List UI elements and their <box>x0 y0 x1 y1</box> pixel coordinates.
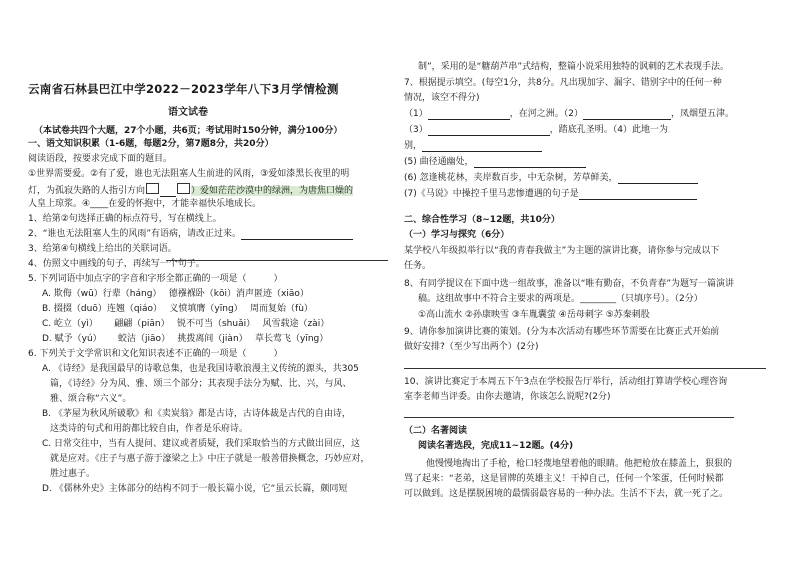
exam-intro: （本试卷共四个大题，27个小题，共6页；考试用时150分钟，满分100分） <box>34 126 343 136</box>
classic-reading-heading: （二）名著阅读 <box>404 426 468 436</box>
passage-line-1: ①世界需要爱。②有了爱，谁也无法阻塞人生前进的风雨，③爱如漆黑长夜里的明 <box>28 169 350 179</box>
question-5-option-b: B. 掇掇（duō）连翘（qiáo） 义愤填膺（yīng） 周而复始（fù） <box>42 304 313 314</box>
question-6-option-a-line-2: 篇，《诗经》分为风、雅、颂三个部分；其表现手法分为赋、比、兴，与风、 <box>50 379 352 389</box>
passage-line-2: 灯，为孤寂失路的人指引方向 ）爱如茫茫沙漠中的绿洲，为唐焦口燥的 <box>28 183 353 197</box>
option-d-continuation: 制”，采用的是“糖葫芦串”式结构，整篇小说采用独特的讽刺的艺术表现手法。 <box>418 62 729 72</box>
study-explore-heading: （一）学习与探究（6分） <box>404 230 510 240</box>
left-column <box>28 0 390 561</box>
section-1-heading: 一、语文知识积累（1-6题，每题2分，第7题8分，共20分） <box>28 139 274 149</box>
fill-blank-7: (7)《马说》中操控千里马悲惨遭遇的句子是 <box>404 188 697 200</box>
question-6-option-c: C. 日常交往中，当有人提问、建议或者质疑，我们采取恰当的方式做出回应，这 <box>42 439 361 449</box>
question-4: 4、仿照文中画线的句子，再续写一个句子。 <box>28 259 205 269</box>
section-2-heading: 二、综合性学习（8~12题，共10分） <box>404 215 560 225</box>
fill-blank-4-continuation: 别， <box>404 140 542 152</box>
speech-contest-intro: 某学校八年级拟举行以“我的青春我做主”为主题的演讲比赛，请你参与完成以下 <box>404 246 720 256</box>
question-5-option-d: D. 赋予（yú） 蛟洁（jiāo） 挑拨离间（jiàn） 草长莺飞（yīng） <box>42 334 329 344</box>
question-1: 1、给第②句选择正确的标点符号，写在横线上。 <box>28 214 222 224</box>
question-9-line-2: 做好安排?（至少写出两个）(2分) <box>404 342 539 352</box>
fill-blank-1-2: （1） ，在河之洲。（2） ，凤烟望五津。 <box>404 109 734 119</box>
fill-blank-6: (6) 忽逢桃花林，夹岸数百步，中无杂树，芳草鲜美， <box>404 172 698 184</box>
question-6: 6. 下列关于文学常识和文化知识表述不正确的一项是（ ） <box>28 349 283 359</box>
reading-lead: 阅读语段，按要求完成下面的题目。 <box>28 154 173 164</box>
question-5: 5. 下列词语中加点字的字音和字形全都正确的一项是（ ） <box>28 274 283 284</box>
question-7-note: 情况，该空不得分) <box>404 93 480 103</box>
right-column <box>404 0 768 561</box>
question-7: 7、根据提示填空。(每空1分，共8分。凡出现加字、漏字、错别字中的任何一种 <box>404 78 722 88</box>
excerpt-line-1: 他慢慢地掏出了手枪，枪口轻蔑地望着他的眼睛。他把枪放在膝盖上，狠狠的 <box>426 459 733 469</box>
question-9: 9、请你参加演讲比赛的策划。(分为本次活动有哪些环节需要在比赛正式开始前 <box>404 327 720 337</box>
question-6-option-d: D. 《儒林外史》主体部分的结构不同于一般长篇小说，它“虽云长篇，颇同短 <box>42 484 348 494</box>
question-8: 8、有同学提议在下面中选一组故事，准备以“唯有勤奋，不负青春”为题写一篇演讲 <box>404 279 735 289</box>
question-6-option-c-line-2: 就是应对。《庄子与惠子游于濠梁之上》中庄子就是一般善借换概念，巧妙应对， <box>50 454 370 464</box>
excerpt-line-2: 骂了起来：“老弟，这是冒牌的英雄主义！干掉自己，任何一个笨蛋，任何时候都 <box>404 474 724 484</box>
exam-subtitle: 语文试卷 <box>168 107 208 118</box>
speech-contest-intro-line-2: 任务。 <box>404 261 432 271</box>
question-6-option-b-line-2: 这类诗的句式和用韵都比较自由，作者是乐府诗。 <box>50 424 249 434</box>
question-8-line-2: 稿。这组故事中不符合主要求的两项是。________（只填序号）。（2分） <box>418 294 703 304</box>
fill-blank-3-4: （3） ，踏底孔圣明。（4）此地一为 <box>404 125 668 135</box>
question-3: 3、给第④句横线上给出的关联词语。 <box>28 244 177 254</box>
excerpt-line-3: 可以做到。这是摆脱困境的最懦弱最容易的一种办法。生活不下去，就一死了之。 <box>404 489 729 499</box>
question-8-options: ①高山流水 ②孙康映雪 ③车胤囊萤 ④岳母刺字 ⑤苏秦刺股 <box>418 310 650 320</box>
classic-reading-instruction: 阅读名著选段，完成11~12题。(4分) <box>418 441 574 451</box>
question-5-option-c: C. 屹立（yì） 翩翩（piān） 锐不可当（shuǎi） 风雪载途（zài） <box>42 319 330 329</box>
question-6-option-a-line-3: 雅、颂合称“六义”。 <box>50 394 132 404</box>
fill-blank-5: (5) 曲径通幽处， <box>404 156 586 168</box>
question-6-option-c-line-3: 胜过惠子。 <box>50 469 96 479</box>
question-6-option-a: A. 《诗经》是我国最早的诗歌总集，也是我国诗歌浪漫主义传统的源头，共305 <box>42 364 359 374</box>
question-2: 2、“谁也无法阻塞人生的风雨”有语病，请改正过来。 <box>28 228 353 240</box>
answer-line <box>404 368 766 369</box>
answer-line <box>404 417 734 418</box>
question-10-line-2: 室李老师当评委。由你去邀请，你该怎么说呢?(2分) <box>404 392 611 402</box>
exam-title: 云南省石林县巴江中学2022－2023学年八下3月学情检测 <box>28 82 339 96</box>
question-5-option-a: A. 欺侮（wū）行辈（háng） 德襁褓卧（kōi）消声匿迹（xiāo） <box>42 289 309 299</box>
question-6-option-b: B. 《茅屋为秋风所破歌》和《卖炭翁》都是古诗，古诗体裁是古代的自由诗， <box>42 409 351 419</box>
passage-line-3: 人皇上琼浆。④____在爱的怀抱中，才能幸福快乐地成长。 <box>28 199 262 209</box>
answer-line <box>166 260 388 261</box>
question-10: 10、演讲比赛定于本周五下午3点在学校报告厅举行，活动组打算请学校心理咨询 <box>404 377 728 387</box>
